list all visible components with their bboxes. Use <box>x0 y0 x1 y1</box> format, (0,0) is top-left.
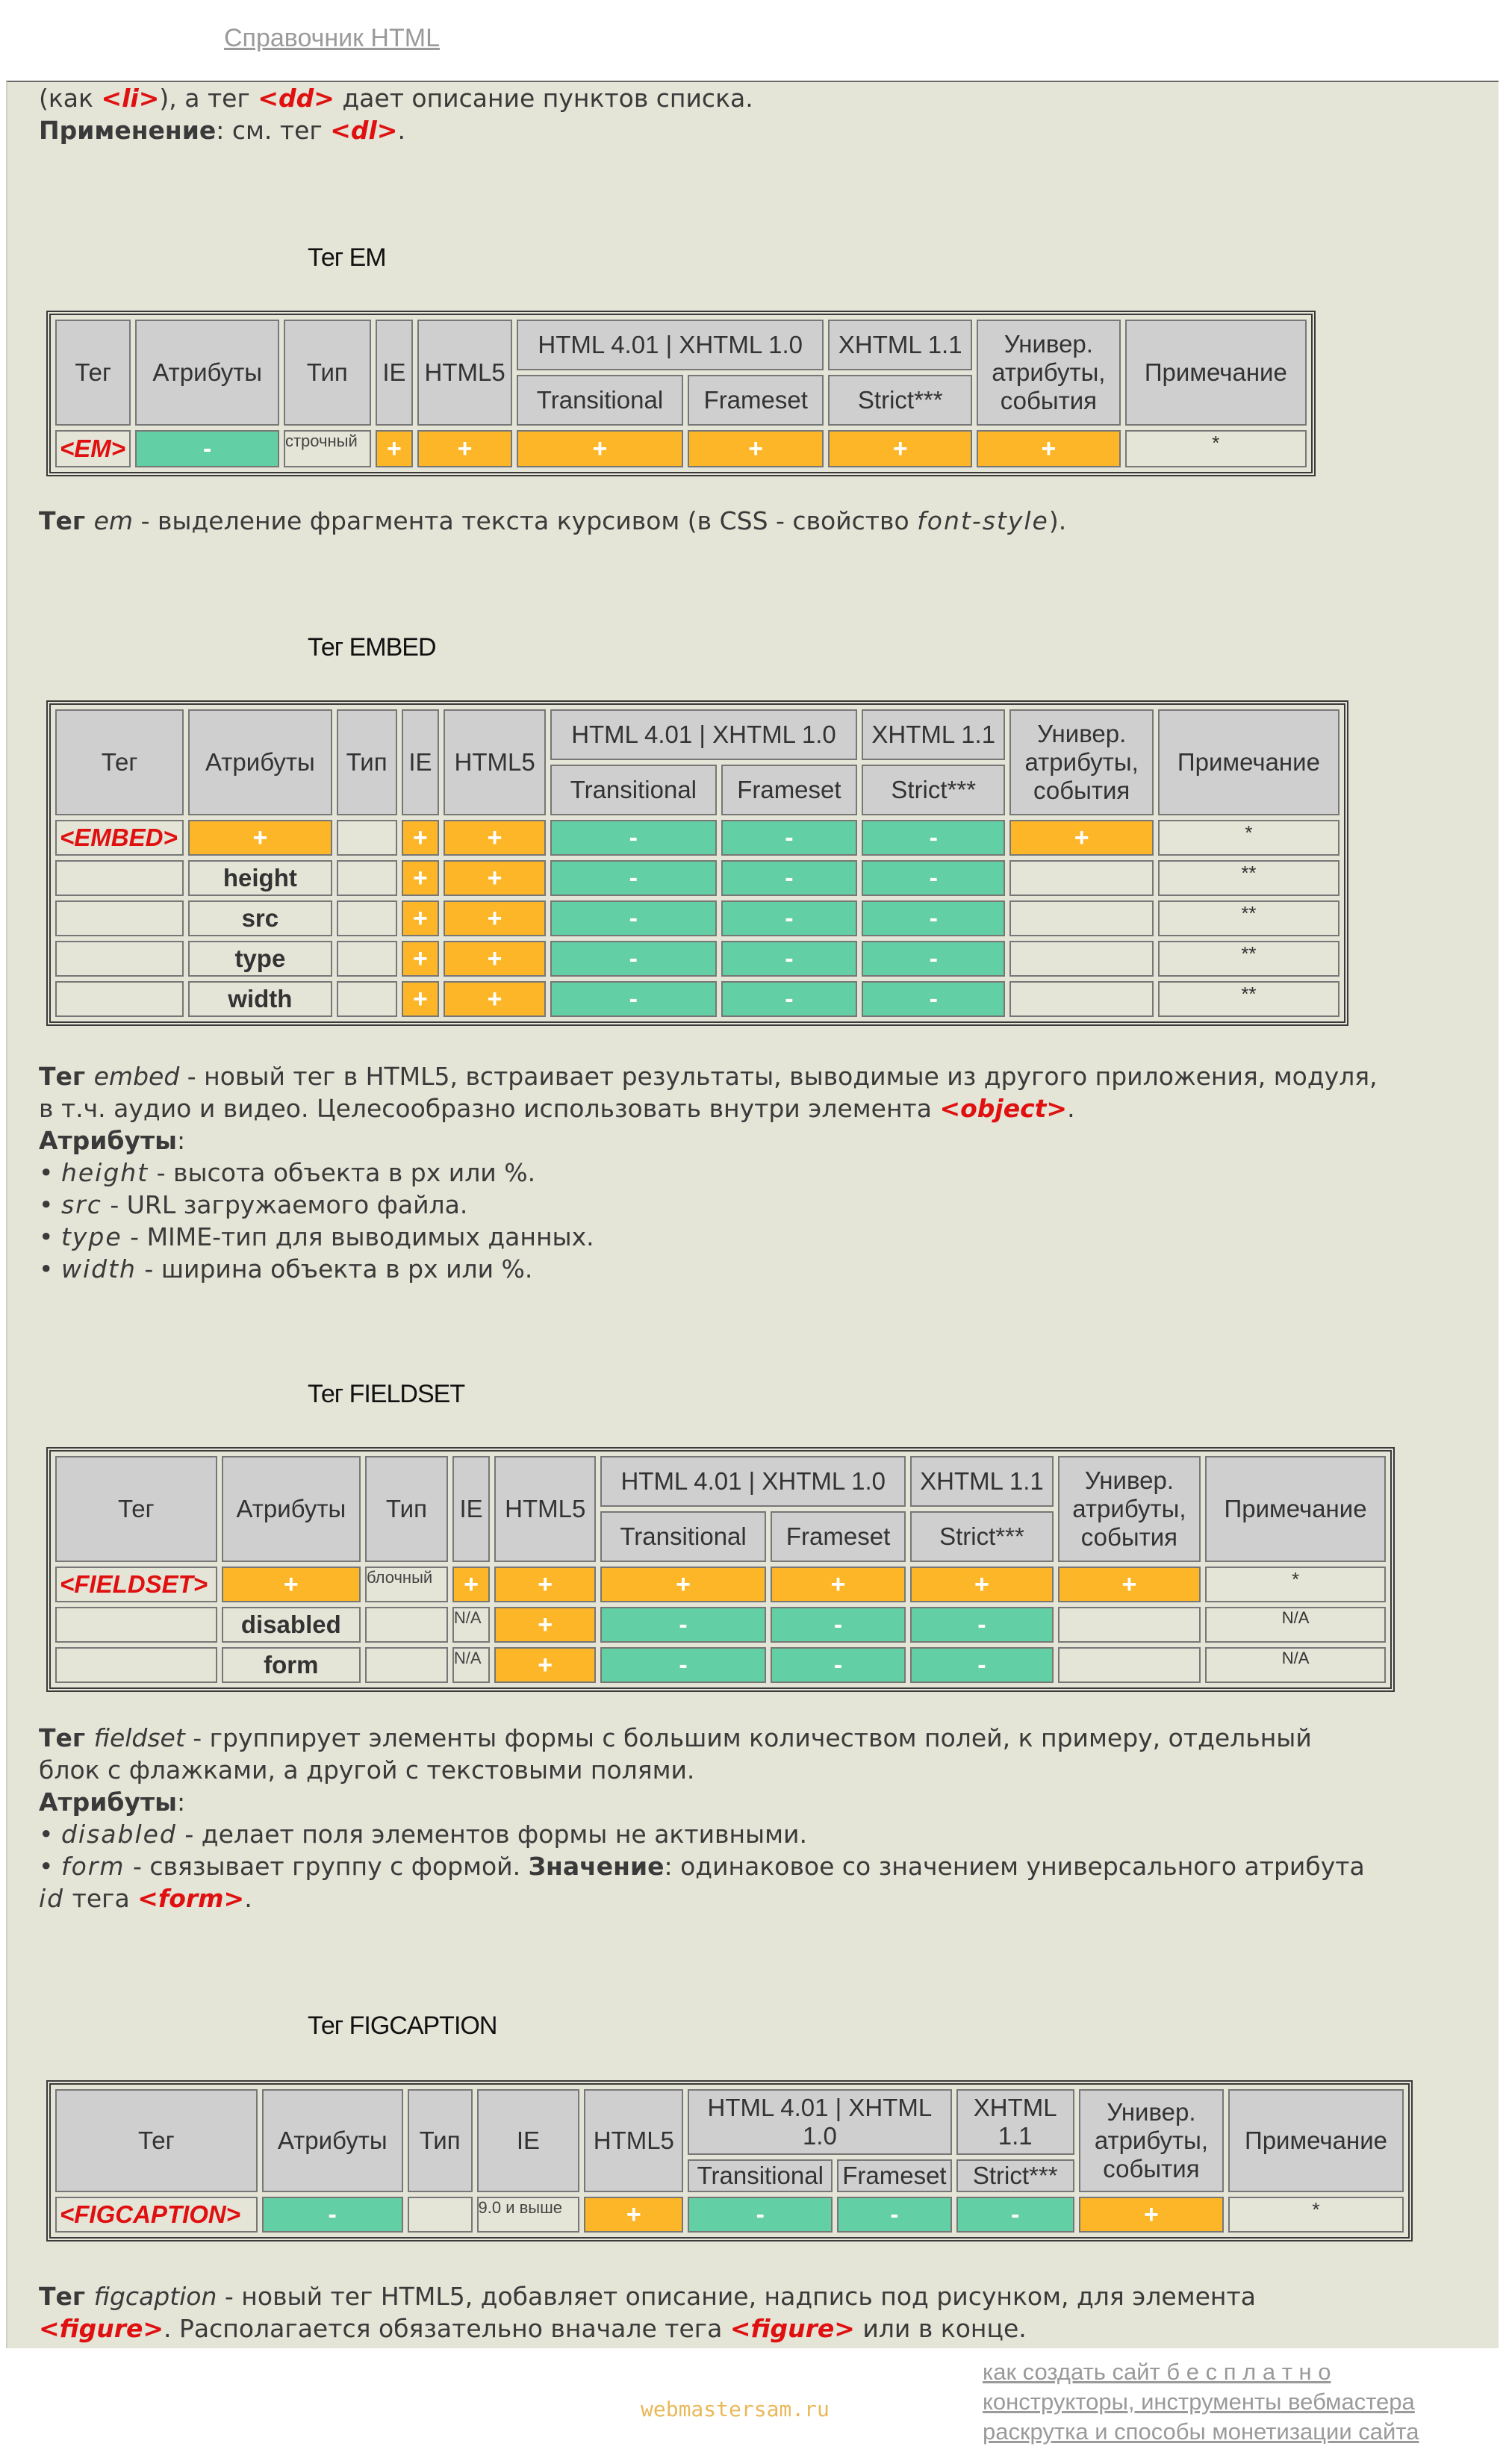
table-row <box>55 860 1339 896</box>
col-teg: Тег <box>55 2089 258 2192</box>
col-strict: Strict*** <box>862 765 1005 815</box>
col-attrs: Атрибуты <box>188 709 332 815</box>
tag-cell-em[interactable]: <EM> <box>55 430 131 467</box>
section-title-embed: Тег EMBED <box>308 633 436 662</box>
col-xhtml11: XHTML 1.1 <box>910 1456 1053 1507</box>
col-frameset: Frameset <box>721 765 857 815</box>
col-type: Тип <box>337 709 397 815</box>
cell-ie: N/A <box>452 1607 490 1643</box>
col-type: Тип <box>365 1456 448 1562</box>
table-row <box>55 820 1339 856</box>
cell-html5: + <box>444 981 546 1017</box>
table-row <box>55 981 1339 1017</box>
table-row <box>55 1607 1386 1643</box>
col-html5: HTML5 <box>444 709 546 815</box>
cell-note: * <box>1205 1567 1386 1602</box>
col-html5: HTML5 <box>584 2089 683 2192</box>
section-title-figcaption: Тег FIGCAPTION <box>308 2012 497 2040</box>
list-item: • width - ширина объекта в px или %. <box>39 1254 533 1284</box>
cell-teg <box>55 1607 217 1643</box>
cell-attrs: - <box>135 430 279 467</box>
cell-type: строчный <box>284 430 371 467</box>
footer-site-name: webmastersam.ru <box>641 2397 830 2421</box>
cell-teg <box>55 941 184 977</box>
col-note: Примечание <box>1205 1456 1386 1562</box>
cell-transitional: - <box>550 981 717 1017</box>
col-strict: Strict*** <box>956 2159 1074 2192</box>
list-item: • type - MIME-тип для выводимых данных. <box>39 1222 594 1251</box>
table-row <box>55 900 1339 936</box>
tag-link-dl[interactable]: <dl> <box>330 116 398 145</box>
cell-strict: + <box>828 430 972 467</box>
cell-transitional: - <box>550 860 717 896</box>
section-title-fieldset: Тег FIELDSET <box>308 1380 465 1408</box>
col-transitional: Transitional <box>517 375 683 426</box>
cell-strict: - <box>862 820 1005 856</box>
section-title-em: Тег EM <box>308 243 386 272</box>
cell-ie: 9.0 и выше <box>477 2197 580 2233</box>
attr-height: height <box>188 860 332 896</box>
cell-teg <box>55 900 184 936</box>
cell-strict: - <box>910 1607 1053 1643</box>
cell-univ <box>1009 860 1153 896</box>
tag-link-object[interactable]: <object> <box>939 1094 1068 1123</box>
tag-link-form[interactable]: <form> <box>137 1884 245 1913</box>
table-row <box>55 1647 1386 1683</box>
cell-strict: - <box>862 900 1005 936</box>
col-ie: IE <box>376 320 414 426</box>
col-html-xhtml10: HTML 4.01 | XHTML 1.0 <box>517 320 824 370</box>
col-frameset: Frameset <box>771 1511 906 1562</box>
col-frameset: Frameset <box>837 2159 951 2192</box>
cell-frameset: - <box>721 820 857 856</box>
table-row <box>55 2197 1404 2233</box>
tag-cell-figcaption[interactable]: <FIGCAPTION> <box>55 2197 258 2233</box>
footer-link-create-site[interactable]: как создать сайт б е с п л а т н о <box>983 2359 1331 2385</box>
footer-link-tools[interactable]: конструкторы, инструменты вебмастера <box>983 2389 1415 2415</box>
cell-type <box>337 820 397 856</box>
cell-ie: N/A <box>452 1647 490 1683</box>
cell-note: ** <box>1158 941 1339 977</box>
cell-type <box>337 860 397 896</box>
cell-transitional: - <box>600 1647 766 1683</box>
table-row <box>55 941 1339 977</box>
col-html-xhtml10: HTML 4.01 | XHTML 1.0 <box>550 709 857 760</box>
col-note: Примечание <box>1228 2089 1404 2192</box>
cell-transitional: + <box>600 1567 766 1602</box>
cell-ie: + <box>402 900 440 936</box>
embed-description: Тег embed - новый тег в HTML5, встраивает результаты, выводимые из другого приложения, модуля, в т.ч. аудио и видео. Целесообразно использовать внутри элемента <object>. Атрибуты: • height - высота объекта в px или %. • src - URL загружаемого файла. • type - MIME-тип для выводимых данных. • width - ширина объекта в px или %. <box>39 1060 1443 1285</box>
col-transitional: Transitional <box>550 765 717 815</box>
figcaption-table <box>46 2080 1413 2241</box>
col-type: Тип <box>284 320 371 426</box>
cell-strict: - <box>862 860 1005 896</box>
table-row <box>55 1567 1386 1602</box>
col-attrs: Атрибуты <box>135 320 279 426</box>
cell-html5: + <box>494 1607 596 1643</box>
cell-frameset: + <box>771 1567 906 1602</box>
cell-note: ** <box>1158 860 1339 896</box>
col-transitional: Transitional <box>600 1511 766 1562</box>
cell-frameset: - <box>721 900 857 936</box>
cell-transitional: - <box>688 2197 833 2233</box>
tag-cell-fieldset[interactable]: <FIELDSET> <box>55 1567 217 1602</box>
cell-univ <box>1009 941 1153 977</box>
tag-link-li[interactable]: <li> <box>101 84 160 113</box>
attr-width: width <box>188 981 332 1017</box>
attr-form: form <box>222 1647 361 1683</box>
cell-univ <box>1058 1607 1201 1643</box>
cell-frameset: - <box>721 981 857 1017</box>
cell-transitional: - <box>550 820 717 856</box>
fieldset-table <box>46 1447 1395 1692</box>
col-xhtml11: XHTML 1.1 <box>862 709 1005 760</box>
em-table <box>46 311 1316 476</box>
cell-note: ** <box>1158 981 1339 1017</box>
col-teg: Тег <box>55 320 131 426</box>
em-description: Тег em - выделение фрагмента текста курсивом (в CSS - свойство font-style). <box>39 506 1067 535</box>
col-transitional: Transitional <box>688 2159 833 2192</box>
cell-html5: + <box>444 900 546 936</box>
cell-type <box>337 900 397 936</box>
col-ie: IE <box>452 1456 490 1562</box>
col-xhtml11: XHTML 1.1 <box>956 2089 1074 2155</box>
col-attrs: Атрибуты <box>262 2089 403 2192</box>
attr-src: src <box>188 900 332 936</box>
cell-teg <box>55 860 184 896</box>
cell-ie: + <box>402 981 440 1017</box>
list-item: • disabled - делает поля элементов формы не активными. <box>39 1820 807 1849</box>
cell-note: * <box>1228 2197 1404 2233</box>
cell-html5: + <box>444 941 546 977</box>
col-xhtml11: XHTML 1.1 <box>828 320 972 370</box>
cell-note: * <box>1158 820 1339 856</box>
col-univ: Универ. атрибуты, события <box>1058 1456 1201 1562</box>
cell-teg <box>55 1647 217 1683</box>
footer-link-promotion[interactable]: раскрутка и способы монетизации сайта <box>983 2418 1419 2445</box>
cell-frameset: - <box>721 941 857 977</box>
cell-attrs: + <box>188 820 332 856</box>
cell-type <box>337 981 397 1017</box>
cell-html5: + <box>494 1647 596 1683</box>
attr-type: type <box>188 941 332 977</box>
cell-attrs: + <box>222 1567 361 1602</box>
tag-cell-embed[interactable]: <EMBED> <box>55 820 184 856</box>
col-type: Тип <box>408 2089 473 2192</box>
cell-univ: + <box>1079 2197 1224 2233</box>
cell-transitional: - <box>550 941 717 977</box>
cell-univ <box>1009 981 1153 1017</box>
cell-transitional: - <box>600 1607 766 1643</box>
cell-note: * <box>1125 430 1307 467</box>
col-ie: IE <box>477 2089 580 2192</box>
cell-frameset: - <box>721 860 857 896</box>
cell-transitional: + <box>517 430 683 467</box>
figcaption-description: Тег figcaption - новый тег HTML5, добавляет описание, надпись под рисунком, для элемента <figure>. Располагается обязательно вначале тега <figure> или в конце. <box>39 2282 1256 2343</box>
attr-disabled: disabled <box>222 1607 361 1643</box>
cell-strict: - <box>862 941 1005 977</box>
cell-type <box>365 1607 448 1643</box>
embed-table <box>46 700 1348 1026</box>
cell-strict: - <box>910 1647 1053 1683</box>
col-note: Примечание <box>1125 320 1307 426</box>
cell-frameset: - <box>771 1607 906 1643</box>
cell-ie: + <box>452 1567 490 1602</box>
cell-univ: + <box>977 430 1121 467</box>
cell-strict: + <box>910 1567 1053 1602</box>
col-teg: Тег <box>55 1456 217 1562</box>
list-item: • src - URL загружаемого файла. <box>39 1190 468 1219</box>
col-ie: IE <box>402 709 440 815</box>
cell-note: ** <box>1158 900 1339 936</box>
col-strict: Strict*** <box>828 375 972 426</box>
cell-strict: - <box>862 981 1005 1017</box>
cell-univ: + <box>1058 1567 1201 1602</box>
header-reference-link[interactable]: Справочник HTML <box>224 24 440 52</box>
col-univ: Универ. атрибуты, события <box>977 320 1121 426</box>
intro-text: (как <li>), а тег <dd> дает описание пунктов списка. Применение: см. тег <dl>. <box>39 84 753 145</box>
col-strict: Strict*** <box>910 1511 1053 1562</box>
cell-ie: + <box>402 820 440 856</box>
col-html5: HTML5 <box>494 1456 596 1562</box>
tag-link-dd[interactable]: <dd> <box>258 84 335 113</box>
footer-links <box>983 2357 1419 2447</box>
col-teg: Тег <box>55 709 184 815</box>
cell-ie: + <box>402 941 440 977</box>
cell-html5: + <box>584 2197 683 2233</box>
tag-link-figure-2[interactable]: <figure> <box>729 2314 855 2343</box>
col-univ: Универ. атрибуты, события <box>1009 709 1153 815</box>
cell-frameset: - <box>837 2197 951 2233</box>
cell-ie: + <box>376 430 414 467</box>
col-note: Примечание <box>1158 709 1339 815</box>
cell-html5: + <box>444 860 546 896</box>
cell-frameset: + <box>688 430 824 467</box>
cell-html5: + <box>444 820 546 856</box>
cell-attrs: - <box>262 2197 403 2233</box>
cell-univ <box>1058 1647 1201 1683</box>
fieldset-description: Тег fieldset - группирует элементы формы с большим количеством полей, к примеру, отдельный блок с флажками, а другой с текстовыми полями. Атрибуты: • disabled - делает поля элементов формы не активными. • form - связывает группу с формой. Значение: одинаковое со значением универсального атрибута id тега <form>. <box>39 1722 1443 1914</box>
cell-type <box>337 941 397 977</box>
col-html-xhtml10: HTML 4.01 | XHTML 1.0 <box>600 1456 906 1507</box>
cell-teg <box>55 981 184 1017</box>
cell-transitional: - <box>550 900 717 936</box>
cell-note: N/A <box>1205 1607 1386 1643</box>
list-item: • height - высота объекта в px или %. <box>39 1158 536 1187</box>
cell-type: блочный <box>365 1567 448 1602</box>
cell-note: N/A <box>1205 1647 1386 1683</box>
cell-ie: + <box>402 860 440 896</box>
cell-univ: + <box>1009 820 1153 856</box>
tag-link-figure[interactable]: <figure> <box>39 2314 164 2343</box>
cell-univ <box>1009 900 1153 936</box>
col-univ: Универ. атрибуты, события <box>1079 2089 1224 2192</box>
cell-strict: - <box>956 2197 1074 2233</box>
col-frameset: Frameset <box>688 375 824 426</box>
cell-type <box>365 1647 448 1683</box>
cell-frameset: - <box>771 1647 906 1683</box>
col-html-xhtml10: HTML 4.01 | XHTML 1.0 <box>688 2089 951 2155</box>
cell-type <box>408 2197 473 2233</box>
cell-html5: + <box>417 430 512 467</box>
col-attrs: Атрибуты <box>222 1456 361 1562</box>
list-item: • form - связывает группу с формой. Значение: одинаковое со значением универсального атрибута <box>39 1852 1365 1881</box>
col-html5: HTML5 <box>417 320 512 426</box>
cell-html5: + <box>494 1567 596 1602</box>
